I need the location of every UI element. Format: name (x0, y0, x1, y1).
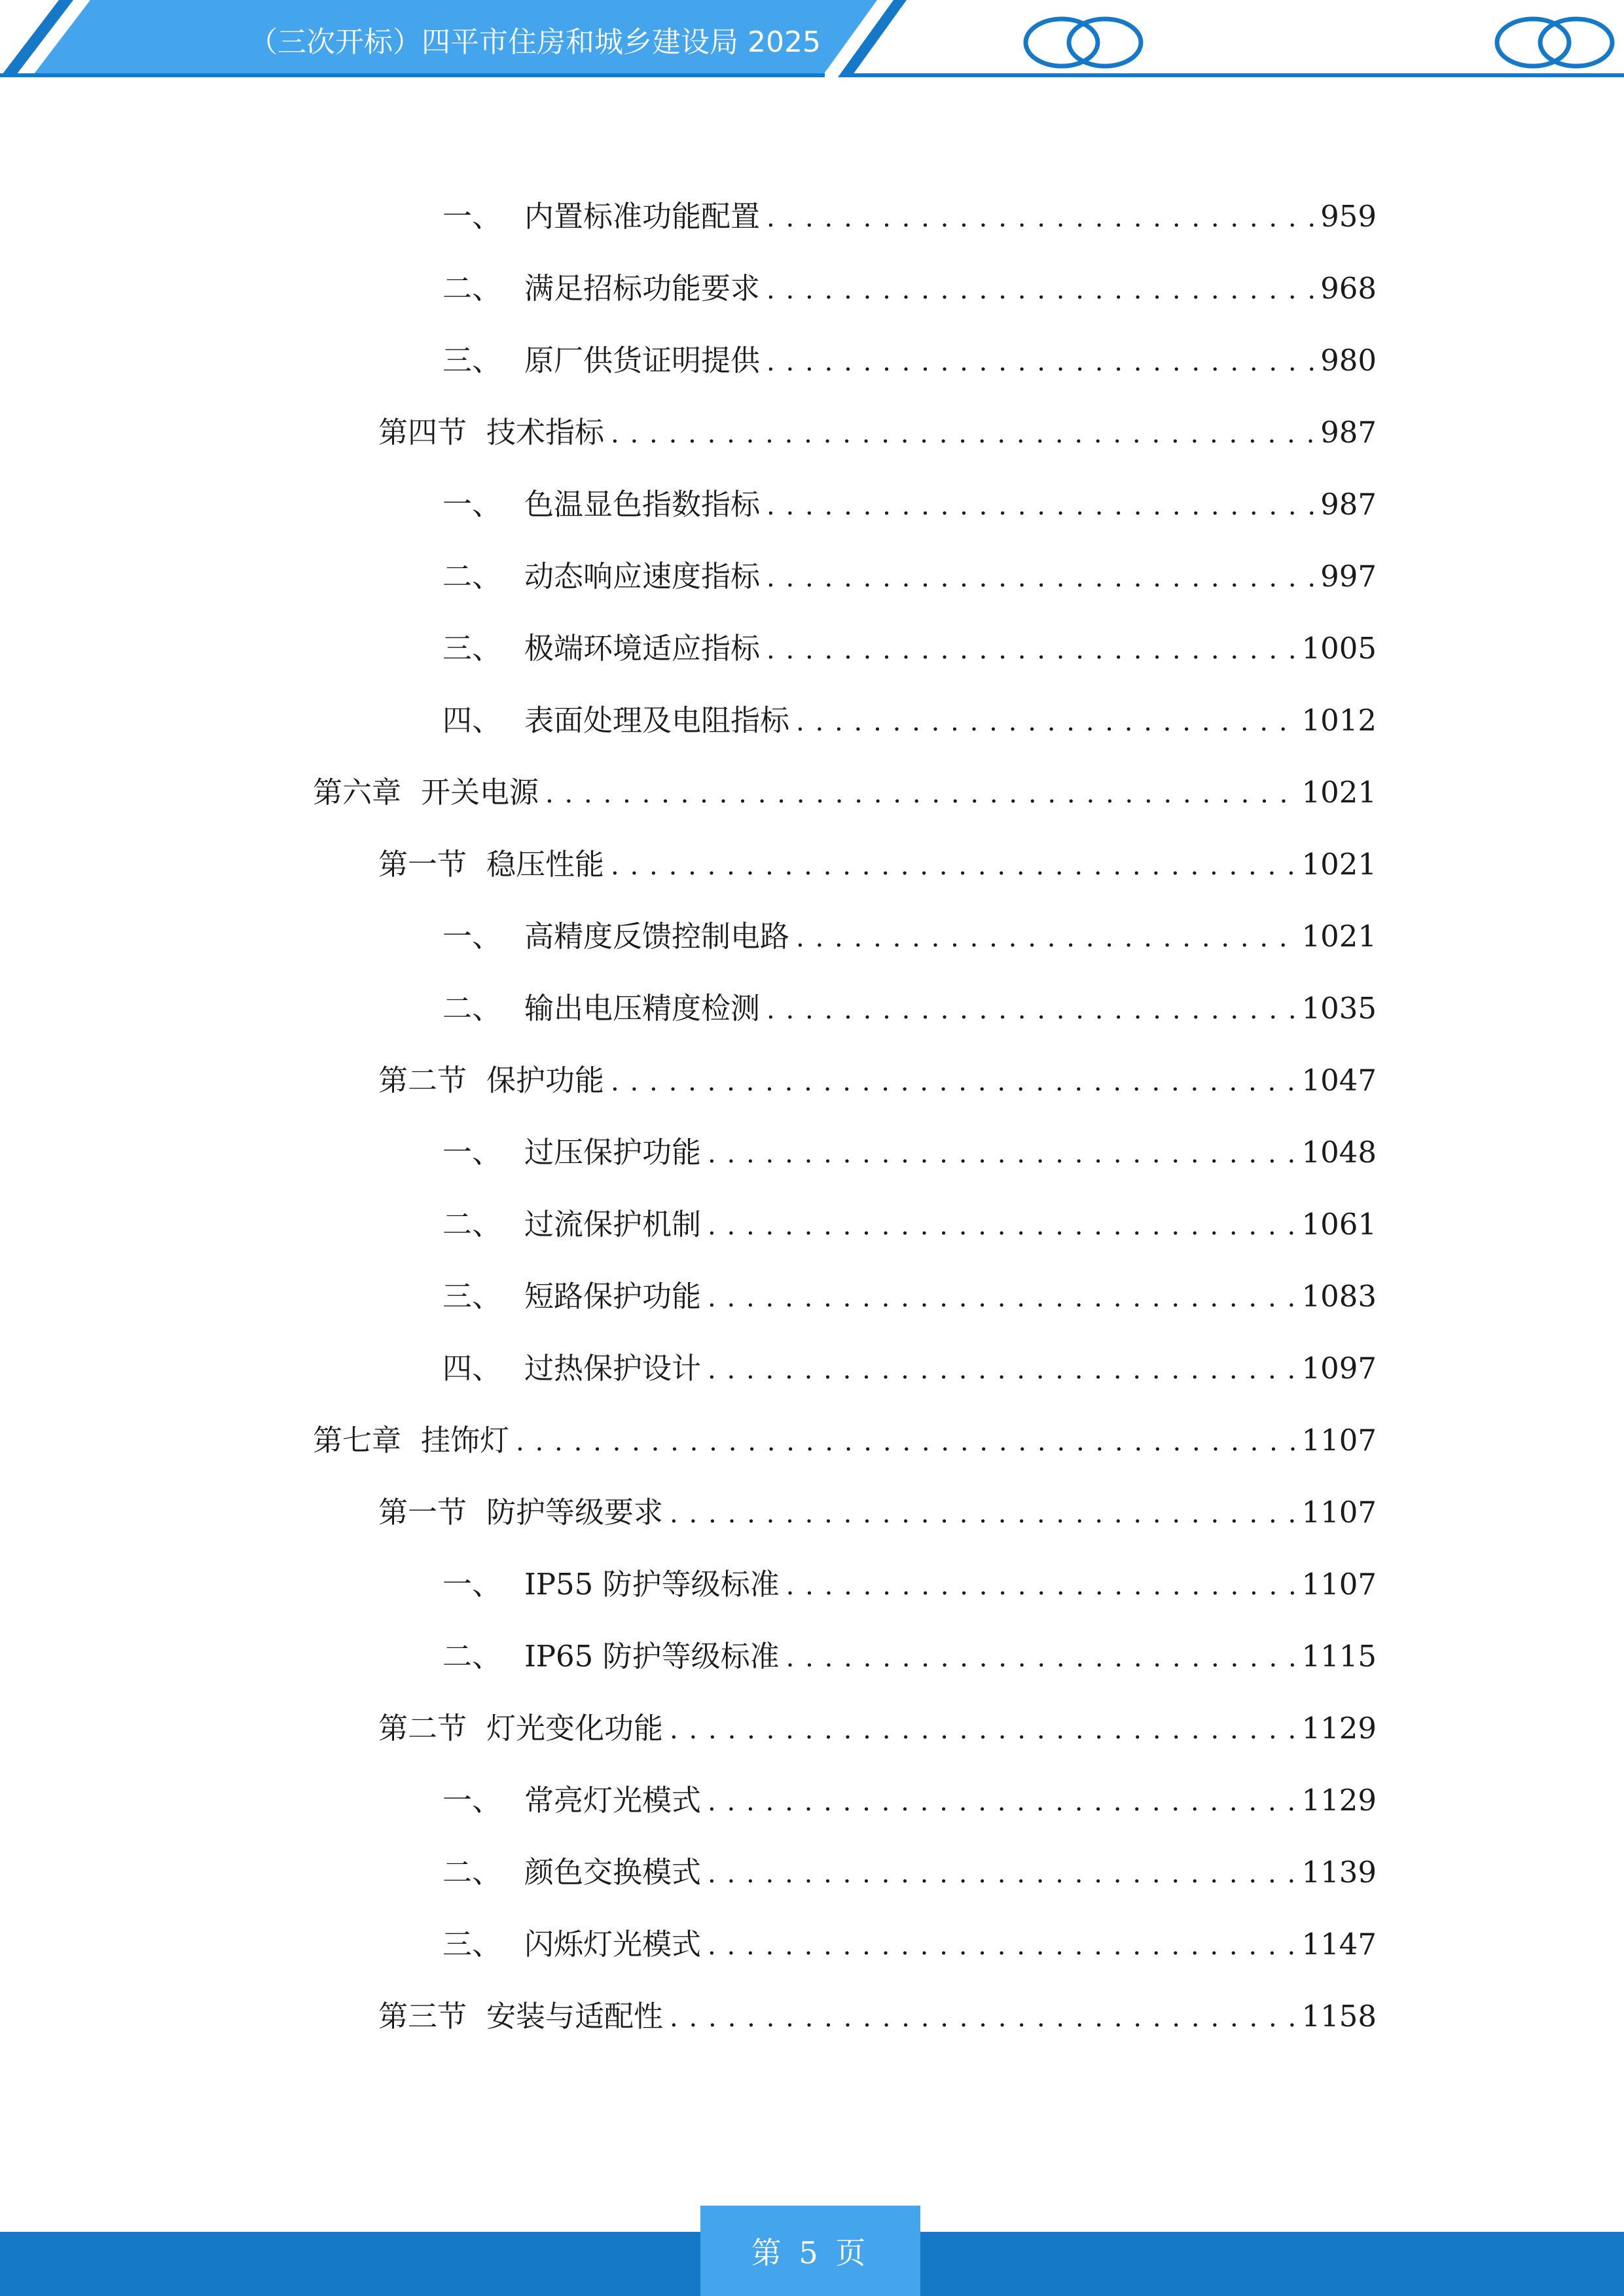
toc-entry-page: 1129 (1301, 1711, 1377, 1746)
toc-dot-leader (708, 1920, 1296, 1972)
toc-dot-leader (708, 1344, 1296, 1396)
toc-entry-title: 保护功能 (486, 1063, 605, 1098)
toc-entry-number: 一、 (442, 1783, 502, 1818)
toc-entry-number: 三、 (442, 631, 502, 666)
toc-entry[interactable] (442, 622, 1377, 675)
toc-entry[interactable] (442, 478, 1377, 531)
toc-entry-title: 过压保护功能 (524, 1135, 702, 1170)
toc-entry-title: 极端环境适应指标 (524, 631, 761, 666)
toc-dot-leader (708, 1200, 1296, 1252)
toc-dot-leader (516, 1416, 1296, 1468)
toc-entry-title: 过流保护机制 (524, 1207, 702, 1242)
toc-entry-page: 987 (1320, 487, 1377, 522)
toc-dot-leader (611, 408, 1315, 460)
toc-entry-number: 二、 (442, 991, 502, 1026)
toc-entry-number: 第二节 (378, 1063, 467, 1098)
toc-entry[interactable] (442, 1342, 1377, 1395)
toc-entry[interactable] (442, 1270, 1377, 1323)
toc-entry-number: 一、 (442, 919, 502, 954)
toc-dot-leader (708, 1272, 1296, 1324)
toc-entry[interactable] (442, 190, 1377, 243)
toc-entry-number: 二、 (442, 1207, 502, 1242)
toc-entry-title: 动态响应速度指标 (524, 559, 761, 594)
toc-entry-title: 稳压性能 (486, 847, 605, 882)
toc-entry-number: 第七章 (313, 1423, 402, 1458)
toc-entry-page: 959 (1320, 199, 1377, 234)
toc-entry-number: 一、 (442, 1567, 502, 1602)
toc-entry-title: 灯光变化功能 (486, 1711, 664, 1746)
toc-entry-number: 二、 (442, 1855, 502, 1890)
toc-dot-leader (767, 336, 1315, 388)
toc-entry-title: 防护等级要求 (486, 1495, 664, 1530)
toc-entry-number: 第四节 (378, 415, 467, 450)
footer-page-tab (700, 2206, 920, 2296)
toc-dot-leader (796, 912, 1296, 964)
double-ring-logo-icon (1021, 14, 1146, 71)
toc-entry-page: 1048 (1301, 1135, 1377, 1170)
toc-dot-leader (767, 264, 1315, 316)
page-header (0, 0, 1624, 85)
toc-entry-page: 1083 (1301, 1279, 1377, 1314)
toc-dot-leader (545, 768, 1296, 820)
toc-entry[interactable] (442, 1558, 1377, 1611)
double-ring-logo-icon (1492, 14, 1617, 71)
toc-entry-page: 1129 (1301, 1783, 1377, 1818)
toc-dot-leader (767, 192, 1315, 244)
toc-entry[interactable] (442, 1126, 1377, 1179)
toc-entry-page: 1097 (1301, 1351, 1377, 1386)
toc-entry-number: 四、 (442, 703, 502, 738)
toc-dot-leader (670, 1992, 1296, 2044)
toc-entry-number: 二、 (442, 559, 502, 594)
toc-entry-page: 1107 (1301, 1567, 1377, 1602)
toc-entry-page: 1107 (1301, 1495, 1377, 1530)
toc-entry-title: 内置标准功能配置 (524, 199, 761, 234)
toc-entry-title: IP65 防护等级标准 (524, 1639, 780, 1674)
toc-entry-page: 1035 (1301, 991, 1377, 1026)
toc-entry-number: 第一节 (378, 1495, 467, 1530)
toc-entry-number: 一、 (442, 1135, 502, 1170)
toc-entry-page: 1061 (1301, 1207, 1377, 1242)
toc-entry[interactable] (442, 694, 1377, 747)
toc-entry-page: 1107 (1301, 1423, 1377, 1458)
toc-entry[interactable] (442, 982, 1377, 1035)
toc-dot-leader (767, 624, 1296, 676)
toc-entry-number: 二、 (442, 1639, 502, 1674)
toc-entry-page: 1147 (1301, 1927, 1377, 1962)
toc-entry[interactable] (313, 1414, 1377, 1467)
toc-entry-number: 二、 (442, 271, 502, 306)
toc-entry-title: 过热保护设计 (524, 1351, 702, 1386)
toc-entry-number: 第一节 (378, 847, 467, 882)
toc-entry-title: 短路保护功能 (524, 1279, 702, 1314)
toc-entry-title: 颜色交换模式 (524, 1855, 702, 1890)
toc-entry-page: 968 (1320, 271, 1377, 306)
toc-entry[interactable] (442, 1918, 1377, 1971)
toc-dot-leader (611, 840, 1296, 892)
toc-entry-number: 一、 (442, 487, 502, 522)
toc-entry-number: 第六章 (313, 775, 402, 810)
toc-entry-page: 1115 (1301, 1639, 1377, 1674)
toc-entry-page: 980 (1320, 343, 1377, 378)
toc-entry-page: 997 (1320, 559, 1377, 594)
toc-entry-page: 1021 (1301, 919, 1377, 954)
toc-entry-page: 987 (1320, 415, 1377, 450)
toc-entry-number: 三、 (442, 343, 502, 378)
toc-dot-leader (708, 1128, 1296, 1180)
toc-entry[interactable] (378, 1990, 1377, 2043)
toc-entry-title: 满足招标功能要求 (524, 271, 761, 306)
toc-entry-number: 三、 (442, 1279, 502, 1314)
toc-entry[interactable] (378, 406, 1377, 459)
toc-entry-page: 1021 (1301, 847, 1377, 882)
toc-entry-page: 1139 (1301, 1855, 1377, 1890)
toc-dot-leader (796, 696, 1296, 748)
toc-dot-leader (670, 1488, 1296, 1540)
toc-entry-number: 第二节 (378, 1711, 467, 1746)
toc-entry-title: 输出电压精度检测 (524, 991, 761, 1026)
toc-dot-leader (611, 1056, 1296, 1108)
toc-entry-page: 1012 (1301, 703, 1377, 738)
toc-entry-title: 挂饰灯 (421, 1423, 510, 1458)
toc-entry-title: 闪烁灯光模式 (524, 1927, 702, 1962)
toc-dot-leader (767, 480, 1315, 532)
page-number: 第 5 页 (751, 2235, 870, 2270)
toc-entry[interactable] (442, 1198, 1377, 1251)
toc-entry-title: 表面处理及电阻指标 (524, 703, 790, 738)
toc-dot-leader (767, 552, 1315, 604)
toc-entry[interactable] (378, 1054, 1377, 1107)
toc-dot-leader (670, 1704, 1296, 1756)
toc-entry-number: 第三节 (378, 1999, 467, 2034)
toc-dot-leader (708, 1848, 1296, 1900)
toc-entry[interactable] (442, 262, 1377, 315)
toc-entry-page: 1047 (1301, 1063, 1377, 1098)
toc-entry-number: 一、 (442, 199, 502, 234)
toc-entry[interactable] (442, 910, 1377, 963)
toc-entry-page: 1158 (1301, 1999, 1377, 2034)
toc-entry-page: 1021 (1301, 775, 1377, 810)
toc-dot-leader (786, 1632, 1297, 1684)
toc-entry[interactable] (442, 1630, 1377, 1683)
toc-entry[interactable] (442, 550, 1377, 603)
toc-entry-title: 原厂供货证明提供 (524, 343, 761, 378)
header-title: （三次开标）四平市住房和城乡建设局 2025 (249, 26, 821, 59)
toc-entry-title: 开关电源 (421, 775, 539, 810)
toc-entry-page: 1005 (1301, 631, 1377, 666)
toc-entry-title: 安装与适配性 (486, 1999, 664, 2034)
toc-dot-leader (767, 984, 1296, 1036)
toc-entry-number: 四、 (442, 1351, 502, 1386)
toc-entry[interactable] (442, 334, 1377, 387)
toc-entry[interactable] (442, 1774, 1377, 1827)
toc-entry-title: 常亮灯光模式 (524, 1783, 702, 1818)
toc-entry[interactable] (378, 838, 1377, 891)
toc-entry[interactable] (442, 1846, 1377, 1899)
toc-entry[interactable] (313, 766, 1377, 819)
toc-dot-leader (708, 1776, 1296, 1828)
toc-entry-title: IP55 防护等级标准 (524, 1567, 780, 1602)
toc-entry[interactable] (378, 1486, 1377, 1539)
toc-entry-title: 技术指标 (486, 415, 605, 450)
toc-dot-leader (786, 1560, 1297, 1612)
toc-entry-title: 色温显色指数指标 (524, 487, 761, 522)
toc-entry-title: 高精度反馈控制电路 (524, 919, 790, 954)
toc-entry[interactable] (378, 1702, 1377, 1755)
toc-entry-number: 三、 (442, 1927, 502, 1962)
